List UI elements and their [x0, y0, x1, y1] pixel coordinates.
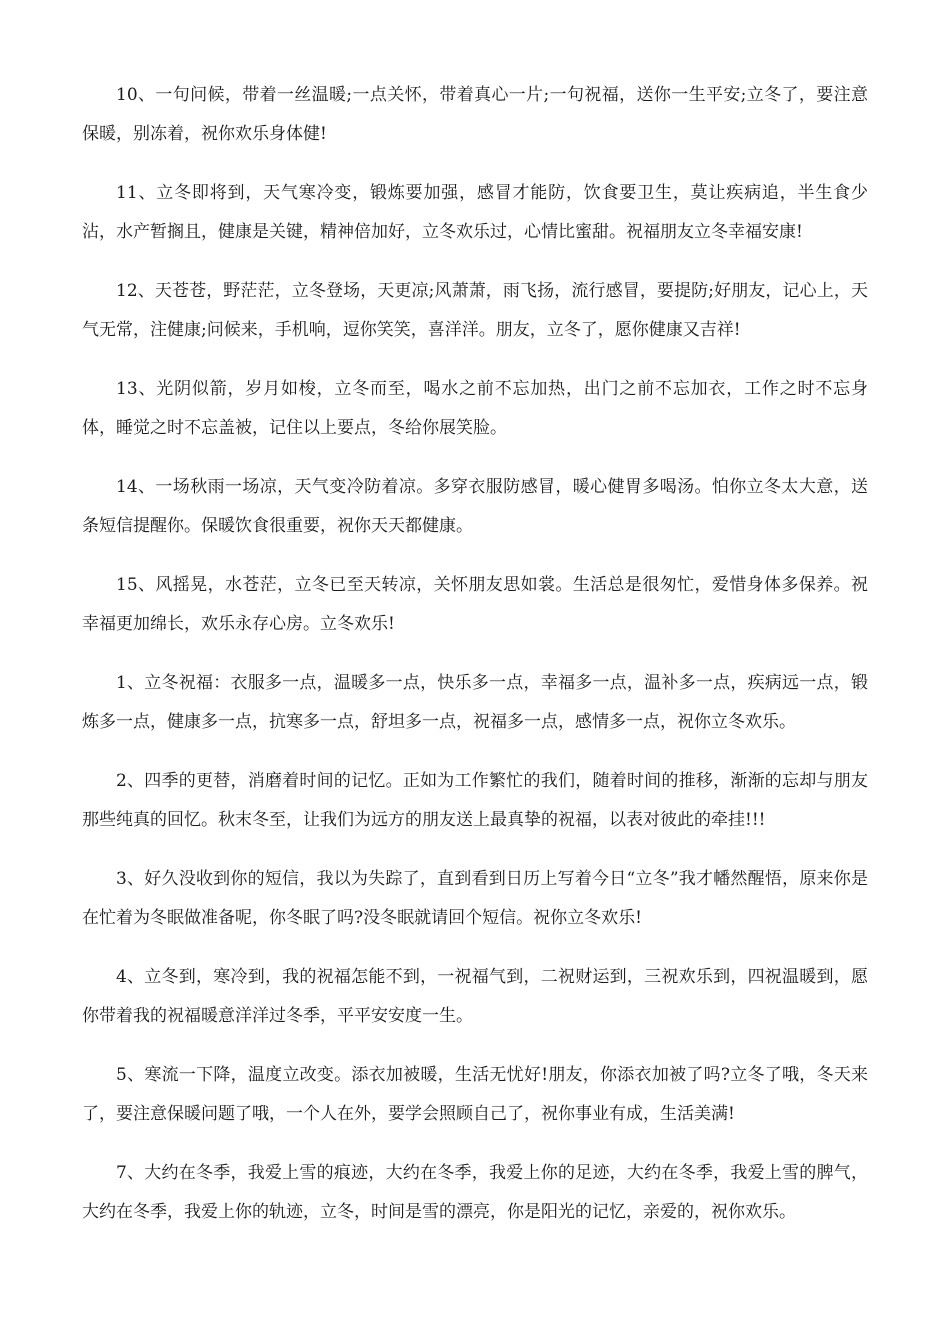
- paragraph-2: 2、四季的更替，消磨着时间的记忆。正如为工作繁忙的我们，随着时间的推移，渐渐的忘却与朋友那些纯真的回忆。秋末冬至，让我们为远方的朋友送上最真挚的祝福，以表对彼此的牵挂!!!: [82, 771, 868, 830]
- paragraph-14: 14、一场秋雨一场凉，天气变冷防着凉。多穿衣服防感冒，暖心健胃多喝汤。怕你立冬太大意，送条短信提醒你。保暖饮食很重要，祝你天天都健康。: [82, 477, 868, 536]
- paragraph-10: 10、一句问候，带着一丝温暖;一点关怀，带着真心一片;一句祝福，送你一生平安;立冬了，要注意保暖，别冻着，祝你欢乐身体健!: [82, 85, 868, 144]
- paragraph-15: 15、风摇晃，水苍茫，立冬已至天转凉，关怀朋友思如裳。生活总是很匆忙，爱惜身体多保养。祝幸福更加绵长，欢乐永存心房。立冬欢乐!: [82, 575, 868, 634]
- paragraph-13: 13、光阴似箭，岁月如梭，立冬而至，喝水之前不忘加热，出门之前不忘加衣，工作之时不忘身体，睡觉之时不忘盖被，记住以上要点，冬给你展笑脸。: [82, 379, 868, 438]
- paragraph-7: 7、大约在冬季，我爱上雪的痕迹，大约在冬季，我爱上你的足迹，大约在冬季，我爱上雪的脾气，大约在冬季，我爱上你的轨迹，立冬，时间是雪的漂亮，你是阳光的记忆，亲爱的，祝你欢乐。: [82, 1163, 868, 1222]
- paragraph-11: 11、立冬即将到，天气寒冷变，锻炼要加强，感冒才能防，饮食要卫生，莫让疾病追，半生食少沾，水产暂搁且，健康是关键，精神倍加好，立冬欢乐过，心情比蜜甜。祝福朋友立冬幸福安康!: [82, 183, 868, 242]
- paragraph-4: 4、立冬到，寒冷到，我的祝福怎能不到，一祝福气到，二祝财运到，三祝欢乐到，四祝温暖到，愿你带着我的祝福暖意洋洋过冬季，平平安安度一生。: [82, 967, 868, 1026]
- paragraph-5: 5、寒流一下降，温度立改变。添衣加被暖，生活无忧好!朋友，你添衣加被了吗?立冬了哦，冬天来了，要注意保暖问题了哦，一个人在外，要学会照顾自己了，祝你事业有成，生活美满!: [82, 1065, 868, 1124]
- document-body: [82, 76, 868, 1252]
- paragraph-3: 3、好久没收到你的短信，我以为失踪了，直到看到日历上写着今日“立冬”我才幡然醒悟，原来你是在忙着为冬眠做准备呢，你冬眠了吗?没冬眠就请回个短信。祝你立冬欢乐!: [82, 869, 868, 928]
- paragraph-1: 1、立冬祝福：衣服多一点，温暖多一点，快乐多一点，幸福多一点，温补多一点，疾病远一点，锻炼多一点，健康多一点，抗寒多一点，舒坦多一点，祝福多一点，感情多一点，祝你立冬欢乐。: [82, 673, 868, 732]
- paragraph-12: 12、天苍苍，野茫茫，立冬登场，天更凉;风萧萧，雨飞扬，流行感冒，要提防;好朋友，记心上，天气无常，注健康;问候来，手机响，逗你笑笑，喜洋洋。朋友，立冬了，愿你健康又吉祥!: [82, 281, 868, 340]
